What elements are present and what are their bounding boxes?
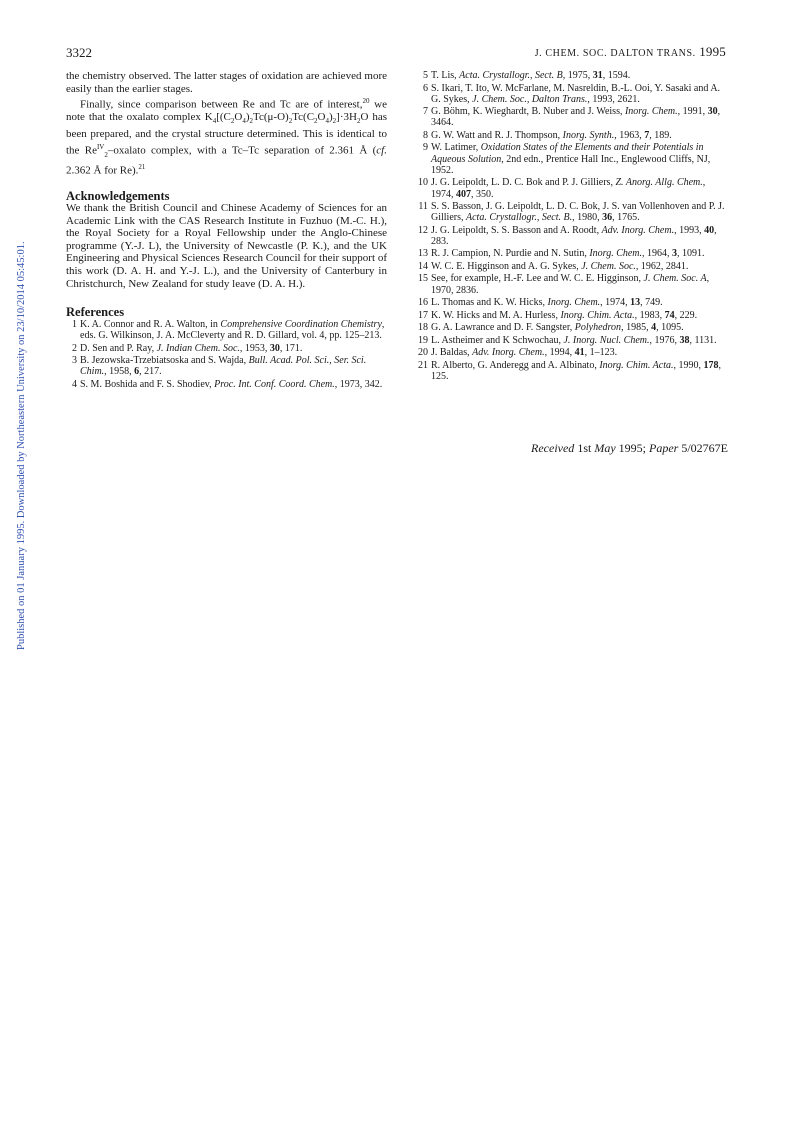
reference-pages: , 1765. <box>612 212 640 224</box>
reference-source: J. Inorg. Nucl. Chem. <box>563 334 650 346</box>
reference-pages: , 1131. <box>689 334 717 346</box>
reference-item <box>417 142 728 176</box>
reference-item <box>66 379 387 390</box>
reference-authors: G. A. Lawrance and D. F. Sangster, <box>431 322 575 334</box>
reference-year: , 1974, <box>600 297 631 309</box>
reference-number: 16 <box>418 297 428 309</box>
reference-item <box>417 261 728 272</box>
reference-source: J. Indian Chem. Soc. <box>156 342 240 354</box>
reference-source: Bull. Acad. Pol. Sci., Ser. Sci. Chim. <box>80 355 367 378</box>
received-line: Received 1st May 1995; Paper 5/02767E <box>531 441 728 455</box>
reference-authors: J. G. Leipoldt, S. S. Basson and A. Roodt, <box>431 224 602 236</box>
reference-volume: 407 <box>456 188 471 200</box>
reference-item <box>417 248 728 259</box>
reference-number: 6 <box>423 82 428 94</box>
reference-source: Acta. Crystallogr., Sect. B <box>459 70 563 81</box>
reference-item <box>417 322 728 333</box>
reference-source: Adv. Inorg. Chem. <box>472 347 545 359</box>
reference-year: , 1975, <box>562 70 593 81</box>
reference-source: Z. Anorg. Allg. Chem. <box>615 177 703 189</box>
reference-authors: R. Alberto, G. Anderegg and A. Albinato, <box>431 359 600 371</box>
reference-year: , 2nd edn., Prentice Hall Inc., Englewood Cliffs, NJ, 1952. <box>431 153 711 176</box>
reference-authors: B. Jezowska-Trzebiatsoska and S. Wajda, <box>80 355 249 367</box>
reference-item <box>417 201 728 223</box>
reference-authors: W. Latimer, <box>431 142 481 154</box>
reference-number: 14 <box>418 260 428 272</box>
reference-item <box>417 310 728 321</box>
reference-number: 11 <box>418 201 428 213</box>
reference-number: 12 <box>418 224 428 236</box>
reference-item <box>417 177 728 199</box>
reference-volume: 41 <box>574 347 585 359</box>
reference-item <box>417 106 728 128</box>
reference-year: , 1963, <box>614 129 645 141</box>
reference-pages: , 229. <box>674 309 698 321</box>
reference-number: 1 <box>72 318 77 330</box>
running-head <box>535 44 726 60</box>
reference-authors: R. J. Campion, N. Purdie and N. Sutin, <box>431 248 590 260</box>
reference-source: Oxidation States of the Elements and their Potentials in Aqueous Solution <box>431 142 704 165</box>
reference-source: Inorg. Chem. <box>547 297 601 309</box>
reference-source: J. Chem. Soc. <box>581 260 636 272</box>
reference-item <box>417 225 728 247</box>
reference-pages: , 1594. <box>602 70 631 81</box>
reference-year: , 1993, 2621. <box>587 93 640 105</box>
reference-authors: S. S. Basson, J. G. Leipoldt, L. D. C. Bok, J. S. van Vollenhoven and P. J. Gilliers, <box>431 201 725 224</box>
reference-authors: W. C. E. Higginson and A. G. Sykes, <box>431 260 582 272</box>
reference-source: Inorg. Chem. <box>624 106 678 118</box>
reference-volume: 30 <box>269 342 280 354</box>
journal-name: J. CHEM. SOC. DALTON TRANS. <box>534 48 696 59</box>
reference-pages: , 125. <box>431 359 721 382</box>
reference-volume: 178 <box>703 359 719 371</box>
reference-number: 20 <box>418 347 428 359</box>
reference-pages: , 283. <box>431 224 717 247</box>
reference-pages: , 171. <box>279 342 303 354</box>
reference-authors: K. W. Hicks and M. A. Hurless, <box>431 309 561 321</box>
reference-number: 8 <box>423 129 428 141</box>
references-list-right <box>417 70 728 382</box>
reference-year: , 1991, <box>677 106 708 118</box>
reference-volume: 4 <box>651 322 657 334</box>
reference-item <box>417 335 728 346</box>
reference-pages: , 3464. <box>431 106 721 129</box>
reference-year: , 1976, <box>649 334 680 346</box>
reference-volume: 74 <box>664 309 675 321</box>
reference-number: 19 <box>418 334 428 346</box>
reference-authors: S. M. Boshida and F. S. Shodiev, <box>80 378 215 390</box>
reference-authors: G. Böhm, K. Wieghardt, B. Nuber and J. Weiss, <box>431 106 625 118</box>
acknowledgements-heading: Acknowledgements <box>66 188 170 203</box>
reference-volume: 3 <box>672 248 678 260</box>
reference-source: Inorg. Chim. Acta. <box>560 309 635 321</box>
reference-source: Inorg. Chim. Acta. <box>599 359 674 371</box>
left-column <box>66 70 387 391</box>
reference-volume: 38 <box>679 334 690 346</box>
reference-volume: 6 <box>134 366 140 378</box>
reference-authors: J. Baldas, <box>431 347 473 359</box>
reference-year: , 1980, <box>572 212 603 224</box>
reference-authors: D. Sen and P. Ray, <box>80 342 157 354</box>
reference-number: 7 <box>423 106 428 118</box>
references-heading: References <box>66 305 125 320</box>
reference-source: Comprehensive Coordination Chemistry <box>220 318 382 330</box>
reference-item <box>417 70 728 81</box>
reference-pages: , 350. <box>471 188 494 200</box>
reference-number: 10 <box>418 177 428 189</box>
reference-item <box>417 83 728 105</box>
reference-pages: , 1–123. <box>584 347 618 359</box>
reference-item <box>417 347 728 358</box>
reference-pages: , 217. <box>139 366 162 378</box>
reference-year: , 1993, <box>674 224 705 236</box>
reference-number: 18 <box>418 322 428 334</box>
page-number: 3322 <box>66 45 92 60</box>
reference-number: 5 <box>423 70 428 81</box>
reference-year: , 1970, 2836. <box>431 273 710 296</box>
reference-year: , 1973, 342. <box>334 378 383 390</box>
reference-year: , 1990, <box>673 359 704 371</box>
acknowledgements-text: We thank the British Council and Chinese Academy of Sciences for an Academic Link with the CAS Research Institute in Fuzhuo (M.-C. H.), the Royal Society for a Royal Fellowship under the Anglo-Chinese programme (Y.-J. L), the University of Newcastle (P. K.), and the UK Engineering and Physical Sciences Research Council for their support of this work (D. A. H. and Y.-J. L.), and the University of Canterbury in Christchurch, New Zealand for study leave (D. A. H.). <box>66 202 387 290</box>
reference-source: Acta. Crystallogr., Sect. B. <box>466 212 573 224</box>
reference-number: 13 <box>418 248 428 260</box>
reference-authors: S. Ikari, T. Ito, W. McFarlane, M. Nasreldin, B.-L. Ooi, Y. Sasaki and A. G. Sykes, <box>431 82 721 105</box>
reference-item <box>417 130 728 141</box>
right-column <box>417 70 728 383</box>
reference-number: 15 <box>418 273 428 285</box>
reference-year: , 1985, <box>621 322 652 334</box>
reference-authors: T. Lis, <box>431 70 460 81</box>
reference-authors: K. A. Connor and R. A. Walton, in <box>80 318 221 330</box>
reference-pages: , 1095. <box>656 322 684 334</box>
reference-item <box>417 360 728 382</box>
reference-year: , 1974, <box>431 177 706 200</box>
reference-item <box>417 273 728 295</box>
reference-year: , eds. G. Wilkinson, J. A. McCleverty and R. D. Gillard, vol. 4, pp. 125–213. <box>80 318 385 342</box>
reference-pages: , 1091. <box>677 248 705 260</box>
reference-volume: 40 <box>704 224 715 236</box>
reference-volume: 31 <box>592 70 603 81</box>
reference-authors: L. Thomas and K. W. Hicks, <box>431 297 548 309</box>
reference-source: Inorg. Synth. <box>562 129 615 141</box>
reference-authors: L. Astheimer and K Schwochau, <box>431 334 564 346</box>
journal-year: 1995 <box>699 44 726 59</box>
reference-year: , 1958, <box>104 366 135 378</box>
reference-number: 3 <box>72 355 77 367</box>
reference-authors: See, for example, H.-F. Lee and W. C. E. Higginson, <box>431 273 644 285</box>
reference-pages: , 189. <box>649 129 672 141</box>
reference-pages: , 749. <box>640 297 663 309</box>
reference-authors: J. G. Leipoldt, L. D. C. Bok and P. J. Gilliers, <box>431 177 616 189</box>
reference-number: 4 <box>72 378 77 390</box>
body-paragraph-2: Finally, since comparison between Re and Tc are of interest,$^{20}$ we note that the oxalato complex $K_4[(C_2O_4)_2Tc(\mu-O)_2Tc(C_2O_4)_2]\cdot 3H_2O$ has been prepared, and the crystal structure determined. This is identical to the $Re^{IV}_2$–oxalato complex, with a Tc–Tc separation of 2.361 Å (cf. 2.362 Å for Re).$^{21}$ <box>66 97 388 177</box>
reference-volume: 7 <box>644 129 650 141</box>
reference-number: 9 <box>423 142 428 154</box>
reference-item <box>66 319 387 341</box>
body-paragraph-1: the chemistry observed. The latter stages of oxidation are achieved more easily than the earlier stages. <box>66 70 387 95</box>
references-list-left <box>66 319 387 390</box>
reference-source: Proc. Int. Conf. Coord. Chem. <box>214 378 335 390</box>
reference-volume: 13 <box>630 297 641 309</box>
reference-source: J. Chem. Soc., Dalton Trans. <box>472 93 588 105</box>
download-stamp-text: Published on 01 January 1995. Downloaded by Northeastern University on 23/10/2014 05:45:01. <box>16 241 27 650</box>
reference-year: , 1964, <box>642 248 673 260</box>
reference-item <box>417 297 728 308</box>
reference-number: 2 <box>72 342 77 354</box>
reference-item <box>66 355 387 377</box>
reference-volume: 30 <box>707 106 718 118</box>
reference-source: Inorg. Chem. <box>589 248 643 260</box>
reference-item <box>66 343 387 354</box>
reference-number: 21 <box>418 359 428 371</box>
reference-year: , 1962, 2841. <box>635 260 689 272</box>
download-stamp <box>4 220 27 650</box>
reference-year: , 1983, <box>634 309 665 321</box>
reference-volume: 36 <box>602 212 613 224</box>
reference-year: , 1994, <box>544 347 575 359</box>
reference-source: J. Chem. Soc. A <box>643 273 707 285</box>
reference-authors: G. W. Watt and R. J. Thompson, <box>431 129 563 141</box>
reference-year: , 1953, <box>239 342 270 354</box>
reference-number: 17 <box>418 309 428 321</box>
reference-source: Polyhedron <box>574 322 622 334</box>
reference-source: Adv. Inorg. Chem. <box>601 224 675 236</box>
